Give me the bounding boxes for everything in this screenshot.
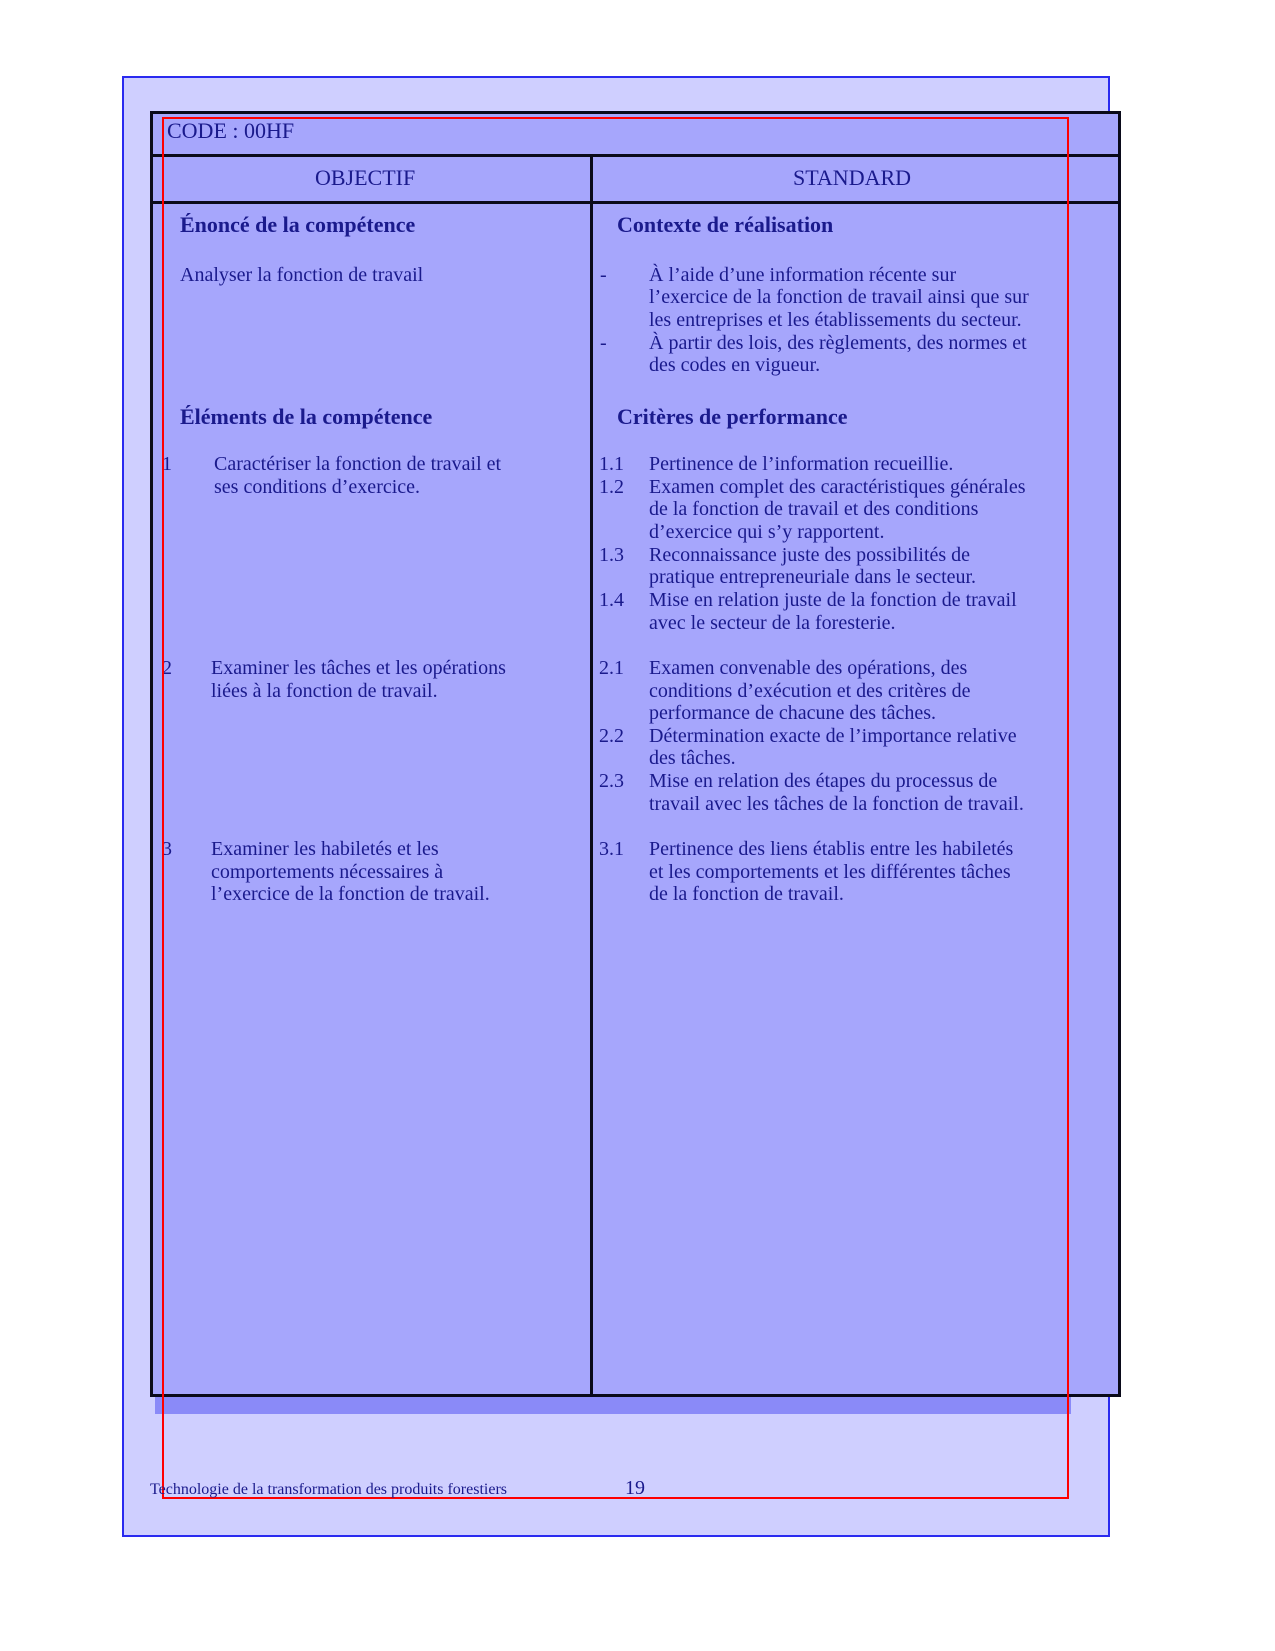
criterion-line: de la fonction de travail et des conditions xyxy=(649,498,979,520)
footer-title: Technologie de la transformation des produits forestiers xyxy=(150,1481,507,1498)
context-bullet: - xyxy=(600,332,607,354)
criterion-number: 2.3 xyxy=(599,770,624,792)
context-line: des codes en vigueur. xyxy=(649,354,821,376)
element-line: ses conditions d’exercice. xyxy=(214,476,421,498)
criterion-number: 2.2 xyxy=(599,725,624,747)
column-header-row xyxy=(153,157,1118,204)
element-line: liées à la fonction de travail. xyxy=(211,680,438,702)
criterion-line: Examen complet des caractéristiques générales xyxy=(649,476,1026,498)
context-line: À partir des lois, des règlements, des normes et xyxy=(649,332,1027,354)
criterion-line: pratique entrepreneuriale dans le secteur. xyxy=(649,566,977,588)
criterion-line: Pertinence des liens établis entre les habiletés xyxy=(649,838,1014,860)
column-divider xyxy=(590,154,593,1394)
criterion-line: conditions d’exécution et des critères de xyxy=(649,680,971,702)
page-number: 19 xyxy=(625,1477,645,1499)
criterion-line: des tâches. xyxy=(649,747,736,769)
enonce-text: Analyser la fonction de travail xyxy=(180,264,424,286)
criterion-line: performance de chacune des tâches. xyxy=(649,702,937,724)
criterion-number: 1.4 xyxy=(599,589,624,611)
element-line: Caractériser la fonction de travail et xyxy=(214,453,502,475)
context-bullet: - xyxy=(600,264,607,286)
context-line: À l’aide d’une information récente sur xyxy=(649,264,957,286)
element-line: Examiner les tâches et les opérations xyxy=(211,657,506,679)
standard-header: STANDARD xyxy=(793,165,912,190)
element-number: 3 xyxy=(162,838,172,860)
context-line: l’exercice de la fonction de travail ainsi que sur xyxy=(649,286,1029,308)
criterion-line: et les comportements et les différentes tâches xyxy=(649,861,1011,883)
criterion-line: Détermination exacte de l’importance relative xyxy=(649,725,1017,747)
criterion-line: Pertinence de l’information recueillie. xyxy=(649,453,954,475)
enonce-heading: Énoncé de la compétence xyxy=(180,212,416,237)
criteres-heading: Critères de performance xyxy=(617,404,848,429)
element-line: l’exercice de la fonction de travail. xyxy=(211,883,490,905)
criterion-line: Reconnaissance juste des possibilités de xyxy=(649,544,971,566)
context-line: les entreprises et les établissements du secteur. xyxy=(649,309,1022,331)
criterion-number: 1.1 xyxy=(599,453,624,475)
criterion-line: Mise en relation juste de la fonction de travail xyxy=(649,589,1017,611)
criterion-line: avec le secteur de la foresterie. xyxy=(649,612,896,634)
element-number: 2 xyxy=(162,657,172,679)
elements-heading: Éléments de la compétence xyxy=(180,404,433,429)
criterion-line: Mise en relation des étapes du processus de xyxy=(649,770,998,792)
criterion-number: 3.1 xyxy=(599,838,624,860)
criterion-line: d’exercice qui s’y rapportent. xyxy=(649,521,885,543)
objectif-header: OBJECTIF xyxy=(315,165,416,190)
criterion-line: travail avec les tâches de la fonction de travail. xyxy=(649,793,1024,815)
element-line: Examiner les habiletés et les xyxy=(211,838,439,860)
criterion-line: Examen convenable des opérations, des xyxy=(649,657,968,679)
criterion-number: 2.1 xyxy=(599,657,624,679)
criterion-number: 1.2 xyxy=(599,476,624,498)
criterion-number: 1.3 xyxy=(599,544,624,566)
criterion-line: de la fonction de travail. xyxy=(649,883,844,905)
contexte-heading: Contexte de réalisation xyxy=(617,212,834,237)
element-number: 1 xyxy=(162,453,172,475)
competency-code: CODE : 00HF xyxy=(167,118,295,143)
code-row xyxy=(153,114,1118,157)
element-line: comportements nécessaires à xyxy=(211,861,444,883)
